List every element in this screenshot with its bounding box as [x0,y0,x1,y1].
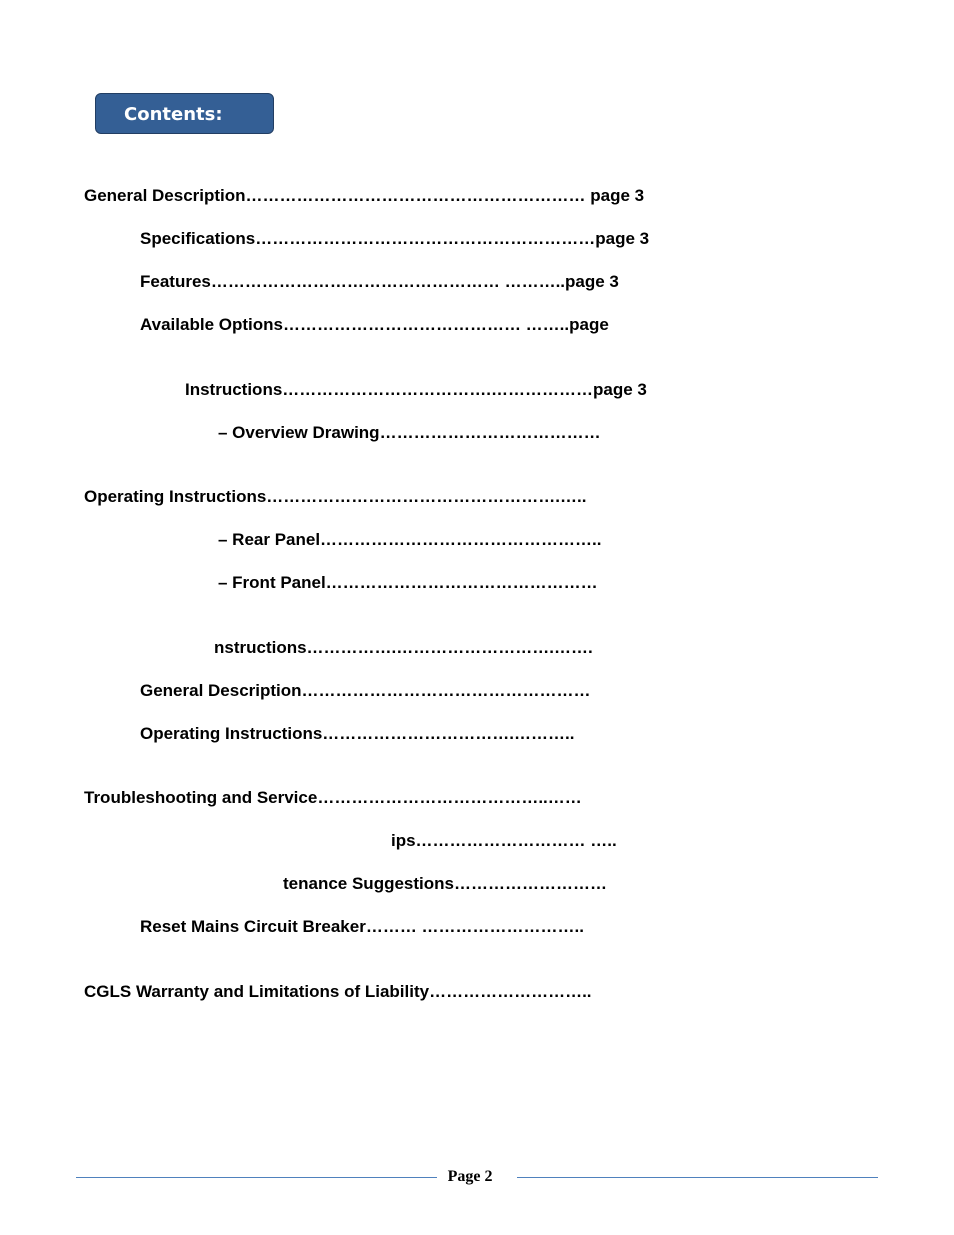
toc-entry-general-description-2[interactable]: General Description…………………………………………… [140,681,591,700]
toc-entry-nstructions[interactable]: nstructions…………….……………………….……. [214,638,593,657]
toc-entry-features[interactable]: Features…………………………………………… ………..page 3 [140,272,619,291]
toc-entry-ips[interactable]: ips………………………… ….. [391,831,617,850]
footer-rule-left [76,1177,437,1178]
toc-entry-warranty[interactable]: CGLS Warranty and Limitations of Liability……………………….. [84,982,592,1001]
contents-heading: Contents: [95,93,274,134]
toc-entry-rear-panel[interactable]: – Rear Panel………………………………………….. [218,530,602,549]
footer-rule-right [517,1177,878,1178]
toc-entry-instructions[interactable]: Instructions……………………………….………………page 3 [185,380,647,399]
toc-entry-operating-instructions-2[interactable]: Operating Instructions…………………………….……….. [140,724,575,743]
toc-entry-maintenance-suggestions[interactable]: tenance Suggestions……………………… [283,874,607,893]
toc-entry-operating-instructions[interactable]: Operating Instructions…………………………………………….….. [84,487,587,506]
toc-entry-front-panel[interactable]: – Front Panel………………………………………… [218,573,598,592]
toc-entry-troubleshooting[interactable]: Troubleshooting and Service…………………………………..…… [84,788,582,807]
toc-entry-overview-drawing[interactable]: – Overview Drawing………………………………… [218,423,601,442]
toc-entry-reset-breaker[interactable]: Reset Mains Circuit Breaker……… ……………………….. [140,917,584,936]
toc-entry-specifications[interactable]: Specifications……………………………………………………page 3 [140,229,650,248]
page-number: Page 2 [447,1168,493,1185]
toc-entry-general-description[interactable]: General Description…………………………………………………… page 3 [84,186,645,205]
toc-entry-available-options[interactable]: Available Options…………………………………… ……..page [140,315,609,334]
